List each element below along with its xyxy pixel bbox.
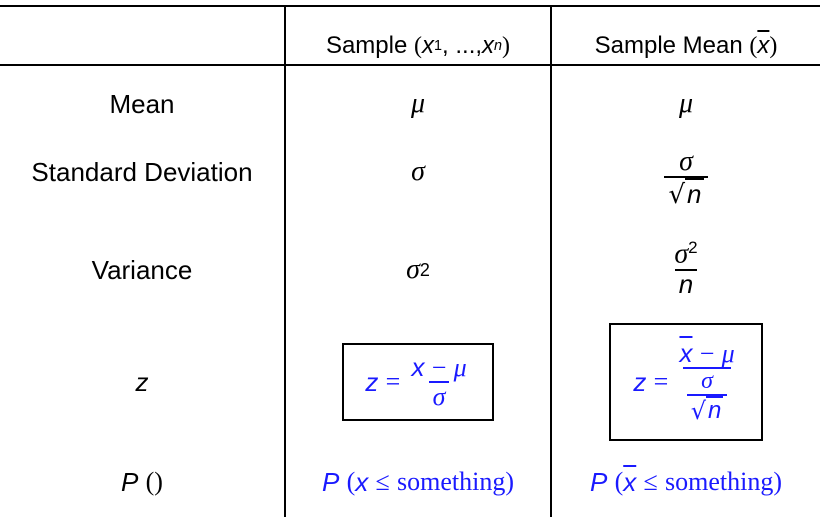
- z-sample: [286, 340, 550, 424]
- top-rule: [0, 5, 820, 7]
- variance-sample: σ 2: [406, 254, 430, 285]
- header-sample-mean: Sample Mean ( $\overline{x}$ ): [594, 32, 778, 59]
- z-sample-mean: [552, 322, 820, 442]
- header-sample: Sample ( x 1 , ..., x n ): [325, 32, 511, 59]
- std-sample: σ: [411, 156, 425, 187]
- z-sample-mean-box: z = $\overline{x} - \mu$ σ √ n: [609, 323, 763, 441]
- z-sample-box: z = $\frac{x - \mu}{\sigma}$: [342, 343, 494, 421]
- mean-sample-mean: μ: [678, 88, 694, 119]
- row-label-std: Standard Deviation: [31, 156, 253, 187]
- p-sample-mean: P ( $\overline{x}$ ≤ something ): [589, 466, 782, 497]
- row-label-p: P (): [121, 466, 163, 497]
- row-label-mean: Mean: [109, 88, 175, 119]
- row-label-z: z: [135, 366, 149, 397]
- std-sample-mean: σ √ n: [552, 140, 820, 216]
- row-label-variance: Variance: [91, 254, 193, 285]
- mean-sample: μ: [410, 88, 426, 119]
- p-sample: P ( x ≤ something ): [321, 466, 514, 497]
- variance-sample-mean: $\frac{\sigma^2}{n}$: [674, 238, 698, 300]
